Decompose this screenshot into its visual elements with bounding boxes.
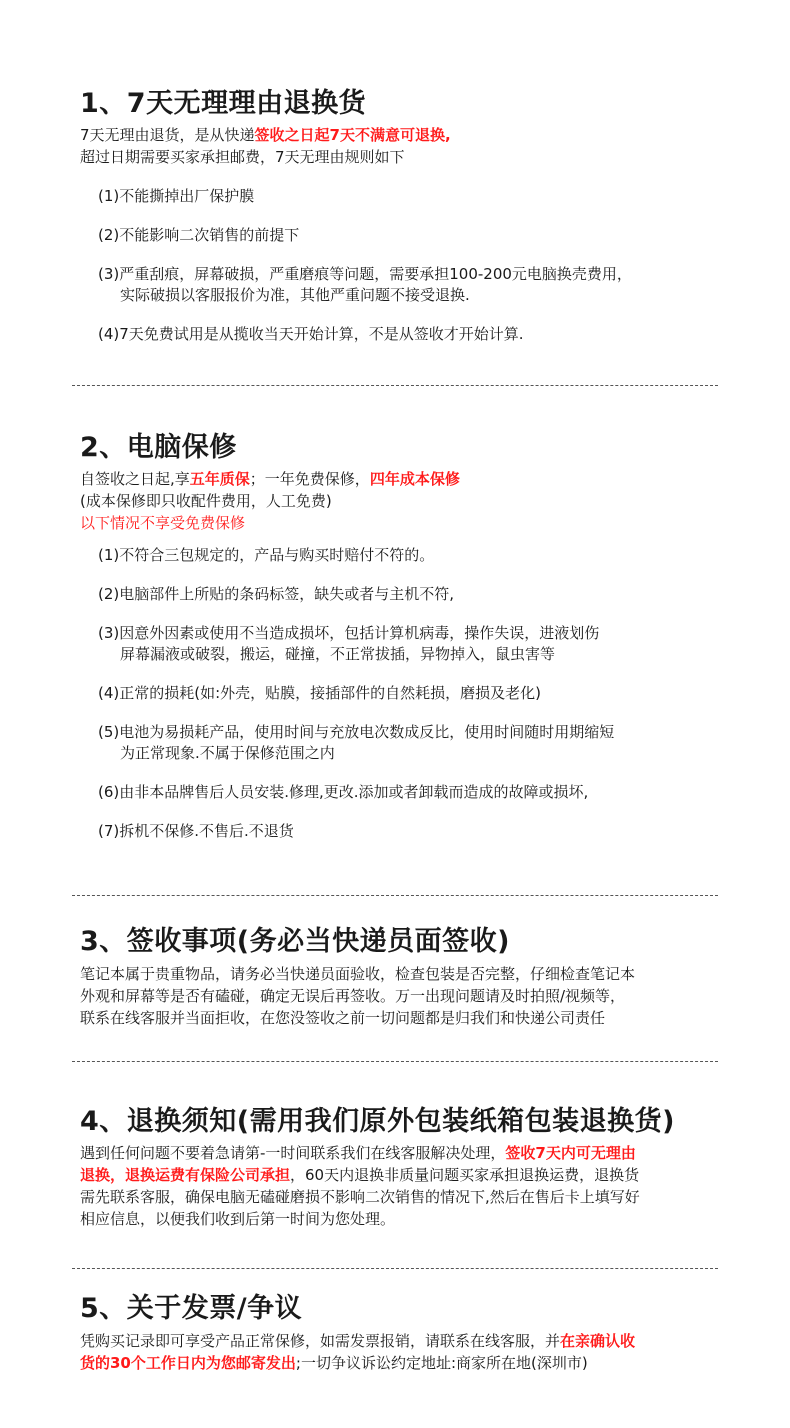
list-item-continuation: 实际破损以客服报价为准，其他严重问题不接受退换.	[120, 286, 470, 304]
section-title: 4、退换须知(需用我们原外包装纸箱包装退换货)	[80, 1106, 675, 1137]
highlight-text: 在亲确认收	[560, 1332, 636, 1350]
text: ；一年免费保修，	[249, 470, 370, 488]
list-item-continuation: 屏幕漏液或破裂，搬运，碰撞，不正常拔插，异物掉入，鼠虫害等	[120, 645, 556, 663]
highlight-text: 退换，退换运费有保险公司承担	[80, 1166, 291, 1184]
paragraph: (成本保修即只收配件费用，人工免费)	[80, 492, 332, 510]
text: 7天无理由退货，是从快递	[80, 126, 255, 144]
highlight-text: 签收7天内可无理由	[505, 1144, 636, 1162]
exclusion-list	[98, 545, 730, 842]
section-return-policy	[80, 86, 730, 345]
list-item	[98, 623, 730, 665]
text-line: 笔记本属于贵重物品，请务必当快递员面验收，检查包装是否完整，仔细检查笔记本	[80, 965, 636, 983]
text: 超过日期需要买家承担邮费，7天无理由规则如下	[80, 148, 405, 166]
highlight-text: 四年成本保修	[369, 470, 460, 488]
section-title: 3、签收事项(务必当快递员面签收)	[80, 926, 510, 957]
list-item	[98, 264, 730, 306]
paragraph	[80, 1142, 730, 1230]
list-item-continuation: 为正常现象.不属于保修范围之内	[120, 744, 335, 762]
paragraph	[80, 124, 730, 168]
section-exchange-notes	[80, 1104, 730, 1230]
list-item-text: (5)电池为易损耗产品，使用时间与充放电次数成反比，使用时间随时用期缩短	[98, 723, 615, 741]
rule-list	[98, 186, 730, 345]
section-title: 2、电脑保修	[80, 432, 237, 463]
list-item: (2)不能影响二次销售的前提下	[98, 226, 300, 244]
list-item-text: (3)因意外因素或使用不当造成损坏，包括计算机病毒，操作失误，进液划伤	[98, 624, 600, 642]
highlight-text: 货的30个工作日内为您邮寄发出	[80, 1354, 296, 1372]
highlight-text: 五年质保	[189, 470, 250, 488]
text-line: 外观和屏幕等是否有磕碰，确定无误后再签收。万一出现问题请及时拍照/视频等，	[80, 987, 626, 1005]
text-line: 需先联系客服，确保电脑无磕碰磨损不影响二次销售的情况下,然后在售后卡上填写好	[80, 1188, 640, 1206]
highlight-text: 签收之日起7天不满意可退换,	[254, 126, 451, 144]
section-title: 1、7天无理理由退换货	[80, 88, 367, 119]
list-item: (1)不符合三包规定的，产品与购买时赔付不符的。	[98, 546, 435, 564]
dashed-divider	[72, 385, 718, 386]
text-line: 联系在线客服并当面拒收，在您没签收之前一切问题都是归我们和快递公司责任	[80, 1009, 606, 1027]
section-invoice-dispute	[80, 1291, 730, 1374]
dashed-divider	[72, 895, 718, 896]
text: 遇到任何问题不要着急请第-一时间联系我们在线客服解决处理，	[80, 1144, 506, 1162]
section-title: 5、关于发票/争议	[80, 1293, 303, 1324]
list-item: (4)正常的损耗(如:外壳，贴膜，接插部件的自然耗损，磨损及老化)	[98, 684, 542, 702]
list-item	[98, 722, 730, 764]
paragraph	[80, 468, 730, 490]
paragraph	[80, 1330, 730, 1374]
text-line: 相应信息，以便我们收到后第一时间为您处理。	[80, 1210, 396, 1228]
dashed-divider	[72, 1268, 718, 1269]
warning-text: 以下情况不享受免费保修	[80, 514, 246, 532]
list-item: (1)不能撕掉出厂保护膜	[98, 187, 255, 205]
text: 凭购买记录即可享受产品正常保修，如需发票报销，请联系在线客服，并	[80, 1332, 561, 1350]
list-item: (7)拆机不保修.不售后.不退货	[98, 822, 294, 840]
section-warranty	[80, 430, 730, 842]
list-item: (2)电脑部件上所贴的条码标签，缺失或者与主机不符,	[98, 585, 455, 603]
list-item-text: (3)严重刮痕，屏幕破损，严重磨痕等问题，需要承担100-200元电脑换壳费用，	[98, 265, 632, 283]
dashed-divider	[72, 1061, 718, 1062]
section-sign-for-delivery	[80, 924, 730, 1029]
list-item: (4)7天免费试用是从揽收当天开始计算，不是从签收才开始计算.	[98, 325, 524, 343]
list-item: (6)由非本品牌售后人员安装.修理,更改.添加或者卸载而造成的故障或损坏,	[98, 783, 589, 801]
text: 自签收之日起,享	[80, 470, 190, 488]
text: ，60天内退换非质量问题买家承担退换运费，退换货	[290, 1166, 640, 1184]
text: ;一切争议诉讼约定地址:商家所在地(深圳市)	[295, 1354, 588, 1372]
paragraph	[80, 963, 730, 1029]
